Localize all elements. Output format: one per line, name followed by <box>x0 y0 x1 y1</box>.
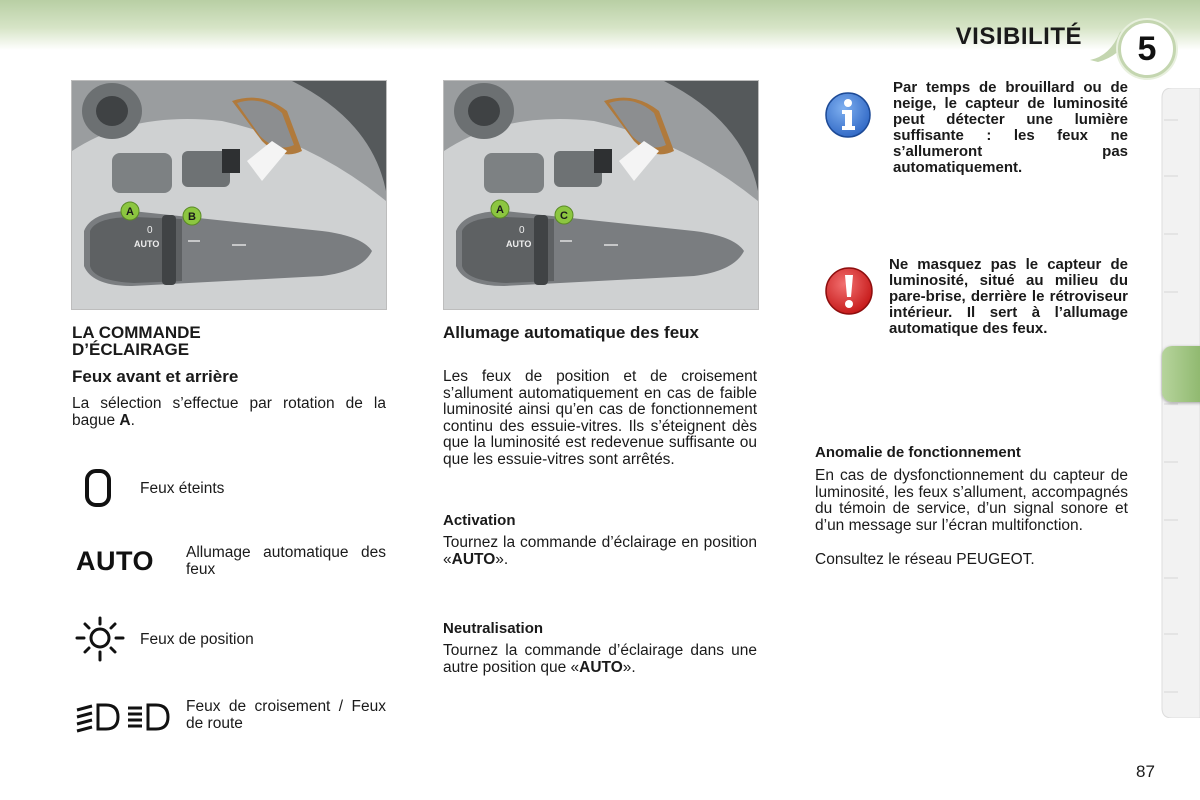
auto-lights-paragraph: Les feux de position et de croisement s’allument automatiquement en cas de faible luminosité ainsi qu’en cas de fonctionnement continu des essuie-vitres. Ils s’éteignent dès que la luminosité est redevenue suffisante ou que les essuie-vitres sont arrêtés. <box>443 368 757 468</box>
neutralisation-paragraph: Tournez la commande d’éclairage dans une autre position que «AUTO». <box>443 642 757 676</box>
section-title: VISIBILITÉ <box>955 23 1082 50</box>
chapter-tabs <box>1158 88 1200 718</box>
peugeot-network-text: Consultez le réseau PEUGEOT. <box>815 551 1035 568</box>
warning-note-text: Ne masquez pas le capteur de luminosité, situé au milieu du pare-brise, derrière le rétroviseur intérieur. Il sert à l’allumage automatique des feux. <box>889 256 1128 337</box>
legend-auto-lights-label: Allumage automatique des feux <box>186 544 386 578</box>
auto-lights-heading: Allumage automatique des feux <box>443 323 699 342</box>
lighting-control-heading <box>72 324 386 358</box>
photo1-auto-label: AUTO <box>134 239 160 249</box>
position-lights-icon <box>74 616 126 664</box>
front-rear-lights-subheading: Feux avant et arrière <box>72 367 239 386</box>
photo2-label-c: C <box>560 210 568 222</box>
photo1-zero-label: 0 <box>147 225 153 236</box>
photo2-auto-label: AUTO <box>506 239 532 249</box>
dipped-main-beam-icon <box>74 700 172 734</box>
neutralisation-title: Neutralisation <box>443 620 544 637</box>
photo1-label-b: B <box>188 211 196 223</box>
activation-auto-label: AUTO <box>451 550 496 568</box>
ring-a-label: A <box>119 411 131 429</box>
anomaly-title: Anomalie de fonctionnement <box>815 444 1021 461</box>
auto-lights-icon: AUTO <box>76 546 155 576</box>
auto-lights-stalk-photo <box>443 80 759 310</box>
legend-lights-off-label: Feux éteints <box>140 480 225 497</box>
photo2-zero-label: 0 <box>519 225 525 236</box>
page-number: 87 <box>1136 762 1155 781</box>
activation-paragraph: Tournez la commande d’éclairage en position «AUTO». <box>443 534 757 568</box>
neutralisation-auto-label: AUTO <box>579 658 623 676</box>
photo2-label-a: A <box>496 204 504 216</box>
ring-selection-paragraph: La sélection s’effectue par rotation de la bague A. <box>72 395 386 429</box>
anomaly-paragraph: En cas de dysfonctionnement du capteur de luminosité, les feux s’allument, accompagnés du témoin de service, d’un signal sonore et d’un message sur l’écran multifonction. <box>815 467 1128 534</box>
info-icon <box>824 91 872 139</box>
chapter-tab-5[interactable] <box>1162 346 1200 402</box>
lighting-stalk-photo <box>71 80 387 310</box>
lights-off-icon <box>82 466 116 510</box>
heading-line-1: LA COMMANDE <box>72 323 201 342</box>
legend-position-lights-label: Feux de position <box>140 631 254 648</box>
chapter-badge: 5 <box>1118 20 1176 78</box>
activation-title: Activation <box>443 512 516 529</box>
info-note-text: Par temps de brouillard ou de neige, le capteur de luminosité peut détecter une lumière suffisante : les feux ne s’allumeront pas automatiquement. <box>893 79 1128 176</box>
heading-line-2: D’ÉCLAIRAGE <box>72 340 190 359</box>
legend-dipped-main-beam-label: Feux de croisement / Feux de route <box>186 698 386 732</box>
warning-icon <box>824 266 874 316</box>
photo1-label-a: A <box>126 206 134 218</box>
